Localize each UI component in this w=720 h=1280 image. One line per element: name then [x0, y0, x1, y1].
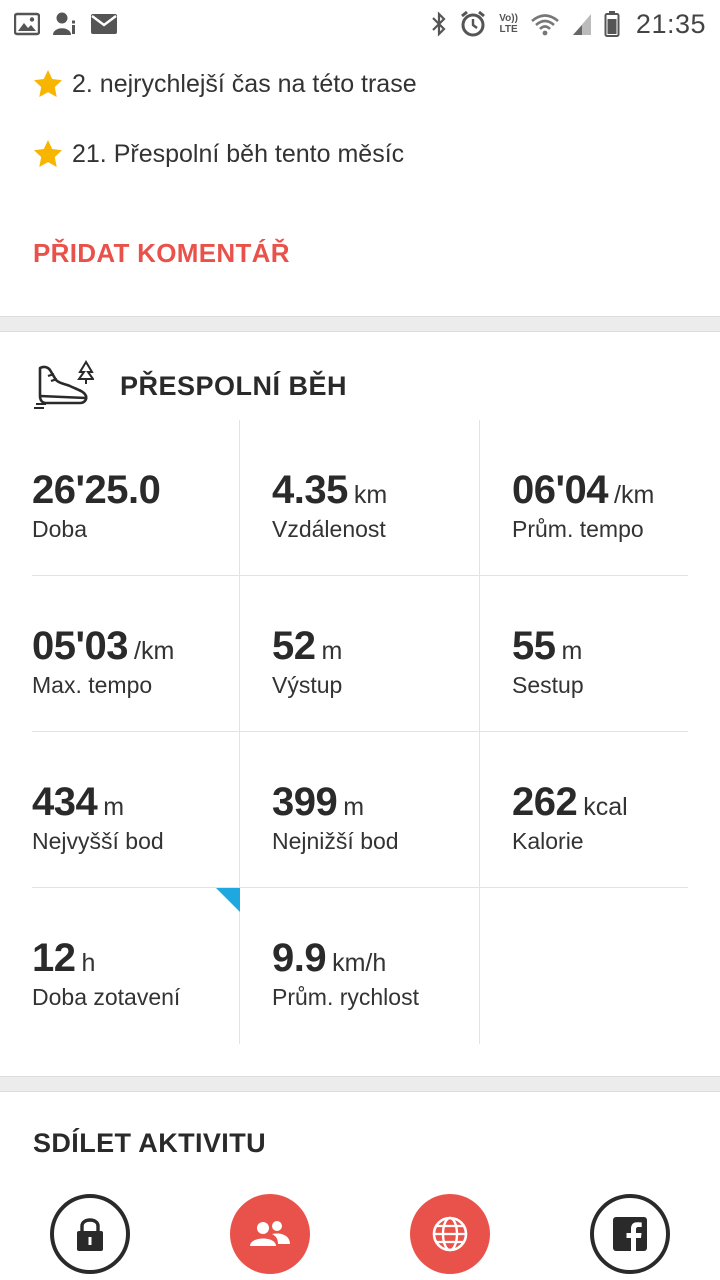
star-icon: [32, 138, 64, 170]
facebook-icon: [612, 1216, 648, 1252]
stat-label: Kalorie: [512, 828, 584, 854]
stat-unit: m: [321, 637, 343, 665]
person-info-icon: [52, 11, 78, 37]
stat-value: 262: [512, 780, 578, 824]
stat-unit: m: [103, 793, 125, 821]
stat-value: 4.35: [272, 468, 348, 512]
status-bar: [0, 0, 720, 48]
globe-icon: [430, 1214, 470, 1254]
share-card: [0, 1092, 720, 1280]
stat-value: 06'04: [512, 468, 608, 512]
stat-label: Výstup: [272, 672, 343, 698]
stat-value: 52: [272, 624, 316, 668]
stat-value: 9.9: [272, 936, 327, 980]
activity-title: PŘESPOLNÍ BĚH: [120, 370, 348, 401]
stat-unit: km: [353, 481, 388, 509]
signal-icon: [572, 12, 592, 36]
bluetooth-icon: [431, 11, 447, 37]
stat-label: Doba: [32, 516, 87, 542]
stat-lowest-point: [240, 732, 480, 888]
add-comment-button[interactable]: PŘIDAT KOMENTÁŘ: [33, 238, 290, 268]
stat-value: 434: [32, 780, 98, 824]
share-facebook-button[interactable]: [590, 1194, 670, 1274]
stat-recovery-time: [0, 888, 240, 1044]
stat-label: Nejvyšší bod: [32, 828, 164, 854]
volte-icon: Vo)) LTE: [499, 13, 518, 35]
stat-unit: kcal: [583, 793, 628, 821]
mail-icon: [90, 13, 118, 35]
star-icon: [32, 68, 64, 100]
clock: 21:35: [635, 8, 706, 39]
section-divider: [0, 1076, 720, 1092]
section-divider: [0, 316, 720, 332]
wifi-icon: [530, 12, 560, 36]
stat-value: 26'25.0: [32, 468, 161, 512]
stat-label: Prům. tempo: [512, 516, 644, 542]
stat-unit: km/h: [332, 949, 387, 977]
share-title: SDÍLET AKTIVITU: [33, 1128, 266, 1158]
stat-duration: [0, 420, 240, 576]
stat-descent: [480, 576, 720, 732]
stat-ascent: [240, 576, 480, 732]
share-public-button[interactable]: [410, 1194, 490, 1274]
stat-label: Sestup: [512, 672, 584, 698]
trail-shoe-icon: [34, 360, 94, 412]
stat-value: 05'03: [32, 624, 128, 668]
achievement-text: 21. Přespolní běh tento měsíc: [72, 139, 405, 168]
stat-calories: [480, 732, 720, 888]
stat-highest-point: [0, 732, 240, 888]
stat-label: Doba zotavení: [32, 984, 181, 1010]
achievement-item: [32, 68, 417, 100]
alarm-icon: [459, 10, 487, 38]
achievement-item: [32, 138, 404, 170]
share-followers-button[interactable]: [230, 1194, 310, 1274]
achievements-card: [0, 48, 720, 316]
stat-avg-pace: [480, 420, 720, 576]
lock-icon: [73, 1215, 107, 1253]
stat-max-pace: [0, 576, 240, 732]
battery-icon: [604, 10, 620, 38]
stat-avg-speed: [240, 888, 480, 1044]
stat-distance: [240, 420, 480, 576]
stat-label: Prům. rychlost: [272, 984, 419, 1010]
image-icon: [14, 12, 40, 36]
stat-unit: m: [561, 637, 583, 665]
stats-grid: [0, 420, 720, 1044]
stats-header: [34, 360, 347, 412]
stat-unit: m: [343, 793, 365, 821]
stat-label: Vzdálenost: [272, 516, 386, 542]
share-private-button[interactable]: [50, 1194, 130, 1274]
achievement-text: 2. nejrychlejší čas na této trase: [72, 69, 417, 98]
stat-unit: /km: [134, 637, 175, 665]
stat-value: 55: [512, 624, 556, 668]
stat-value: 12: [32, 936, 76, 980]
stat-label: Max. tempo: [32, 672, 153, 698]
stat-label: Nejnižší bod: [272, 828, 399, 854]
stat-value: 399: [272, 780, 338, 824]
people-icon: [248, 1218, 292, 1250]
stat-unit: h: [81, 949, 96, 977]
stats-card: [0, 332, 720, 1076]
stat-unit: /km: [614, 481, 655, 509]
